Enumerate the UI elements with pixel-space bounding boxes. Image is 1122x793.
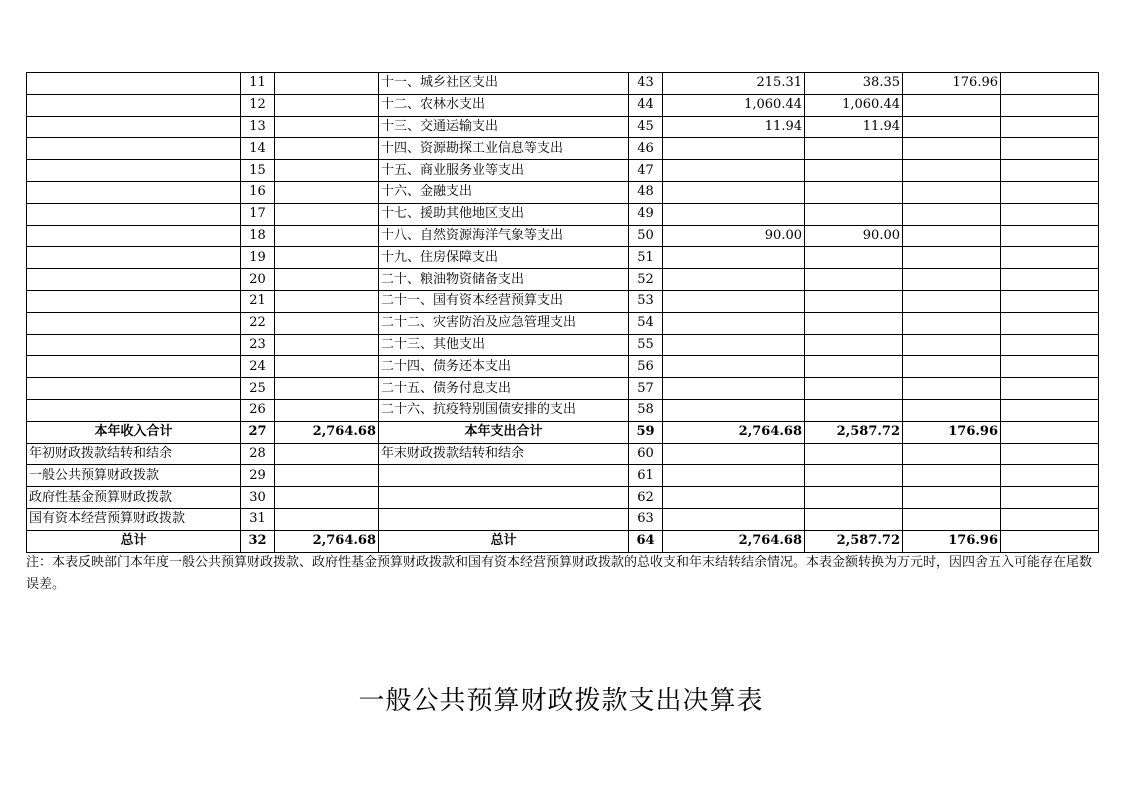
extra-column-cell [1001, 399, 1099, 421]
expenditure-item-cell: 二十二、灾害防治及应急管理支出 [379, 312, 629, 334]
expenditure-line-number-cell: 43 [629, 73, 663, 95]
expenditure-total-cell: 1,060.44 [663, 94, 805, 116]
expenditure-item-cell: 十八、自然资源海洋气象等支出 [379, 225, 629, 247]
extra-column-cell [1001, 225, 1099, 247]
project-expenditure-cell [903, 181, 1001, 203]
expenditure-item-cell: 年末财政拨款结转和结余 [379, 443, 629, 465]
income-amount-cell: 2,764.68 [275, 530, 379, 552]
expenditure-total-cell [663, 399, 805, 421]
expenditure-total-cell [663, 508, 805, 530]
table-row [27, 203, 1099, 225]
income-item-cell: 年初财政拨款结转和结余 [27, 443, 241, 465]
project-expenditure-cell [903, 247, 1001, 269]
extra-column-cell [1001, 465, 1099, 487]
basic-expenditure-cell [805, 138, 903, 160]
income-line-number-cell: 15 [241, 160, 275, 182]
expenditure-item-cell [379, 508, 629, 530]
expenditure-line-number-cell: 47 [629, 160, 663, 182]
expenditure-item-cell: 十三、交通运输支出 [379, 116, 629, 138]
expenditure-line-number-cell: 45 [629, 116, 663, 138]
project-expenditure-cell [903, 508, 1001, 530]
basic-expenditure-cell [805, 356, 903, 378]
expenditure-line-number-cell: 52 [629, 269, 663, 291]
basic-expenditure-cell [805, 399, 903, 421]
project-expenditure-cell [903, 203, 1001, 225]
project-expenditure-cell: 176.96 [903, 73, 1001, 95]
expenditure-line-number-cell: 55 [629, 334, 663, 356]
income-line-number-cell: 19 [241, 247, 275, 269]
extra-column-cell [1001, 94, 1099, 116]
expenditure-line-number-cell: 46 [629, 138, 663, 160]
table-row [27, 312, 1099, 334]
table-row [27, 399, 1099, 421]
income-amount-cell [275, 247, 379, 269]
basic-expenditure-cell [805, 181, 903, 203]
basic-expenditure-cell [805, 247, 903, 269]
expenditure-line-number-cell: 49 [629, 203, 663, 225]
basic-expenditure-cell [805, 465, 903, 487]
expenditure-total-cell [663, 487, 805, 509]
income-amount-cell [275, 225, 379, 247]
expenditure-total-cell [663, 181, 805, 203]
expenditure-line-number-cell: 63 [629, 508, 663, 530]
income-item-cell [27, 138, 241, 160]
table-row [27, 94, 1099, 116]
project-expenditure-cell [903, 290, 1001, 312]
income-line-number-cell: 13 [241, 116, 275, 138]
expenditure-total-cell [663, 312, 805, 334]
table-row [27, 73, 1099, 95]
income-amount-cell [275, 334, 379, 356]
income-item-cell [27, 290, 241, 312]
project-expenditure-cell [903, 356, 1001, 378]
income-amount-cell [275, 203, 379, 225]
extra-column-cell [1001, 138, 1099, 160]
extra-column-cell [1001, 181, 1099, 203]
table-body [27, 73, 1099, 553]
income-amount-cell [275, 356, 379, 378]
project-expenditure-cell [903, 465, 1001, 487]
income-amount-cell [275, 378, 379, 400]
project-expenditure-cell [903, 94, 1001, 116]
extra-column-cell [1001, 269, 1099, 291]
income-amount-cell: 2,764.68 [275, 421, 379, 443]
expenditure-item-cell: 二十六、抗疫特别国债安排的支出 [379, 399, 629, 421]
income-amount-cell [275, 94, 379, 116]
table-row [27, 421, 1099, 443]
income-item-cell: 总计 [27, 530, 241, 552]
income-item-cell [27, 247, 241, 269]
next-section-title: 一般公共预算财政拨款支出决算表 [358, 686, 764, 716]
expenditure-line-number-cell: 59 [629, 421, 663, 443]
income-item-cell: 政府性基金预算财政拨款 [27, 487, 241, 509]
expenditure-item-cell: 十二、农林水支出 [379, 94, 629, 116]
table-row [27, 181, 1099, 203]
income-amount-cell [275, 160, 379, 182]
expenditure-total-cell [663, 290, 805, 312]
expenditure-line-number-cell: 58 [629, 399, 663, 421]
table-row [27, 334, 1099, 356]
income-line-number-cell: 17 [241, 203, 275, 225]
income-line-number-cell: 20 [241, 269, 275, 291]
expenditure-total-cell [663, 160, 805, 182]
expenditure-total-cell [663, 465, 805, 487]
table-footnote: 注：本表反映部门本年度一般公共预算财政拨款、政府性基金预算财政拨款和国有资本经营预算财政拨款的总收支和年末结转结余情况。本表金额转换为万元时，因四舍五入可能存在尾数误差。 [26, 555, 1093, 592]
table-row [27, 269, 1099, 291]
expenditure-line-number-cell: 57 [629, 378, 663, 400]
project-expenditure-cell [903, 334, 1001, 356]
project-expenditure-cell [903, 443, 1001, 465]
income-item-cell [27, 334, 241, 356]
income-item-cell: 国有资本经营预算财政拨款 [27, 508, 241, 530]
table-row [27, 290, 1099, 312]
income-amount-cell [275, 465, 379, 487]
income-amount-cell [275, 312, 379, 334]
table-row [27, 160, 1099, 182]
income-item-cell [27, 378, 241, 400]
expenditure-item-cell: 二十五、债务付息支出 [379, 378, 629, 400]
expenditure-total-cell [663, 334, 805, 356]
project-expenditure-cell [903, 487, 1001, 509]
extra-column-cell [1001, 378, 1099, 400]
expenditure-line-number-cell: 56 [629, 356, 663, 378]
expenditure-line-number-cell: 51 [629, 247, 663, 269]
income-line-number-cell: 32 [241, 530, 275, 552]
expenditure-line-number-cell: 53 [629, 290, 663, 312]
expenditure-item-cell: 总计 [379, 530, 629, 552]
income-line-number-cell: 31 [241, 508, 275, 530]
expenditure-line-number-cell: 50 [629, 225, 663, 247]
income-item-cell: 本年收入合计 [27, 421, 241, 443]
expenditure-line-number-cell: 61 [629, 465, 663, 487]
income-line-number-cell: 28 [241, 443, 275, 465]
extra-column-cell [1001, 160, 1099, 182]
income-amount-cell [275, 508, 379, 530]
expenditure-total-cell: 2,764.68 [663, 421, 805, 443]
income-item-cell: 一般公共预算财政拨款 [27, 465, 241, 487]
expenditure-line-number-cell: 64 [629, 530, 663, 552]
income-item-cell [27, 160, 241, 182]
expenditure-item-cell: 十九、住房保障支出 [379, 247, 629, 269]
income-item-cell [27, 312, 241, 334]
extra-column-cell [1001, 530, 1099, 552]
expenditure-line-number-cell: 44 [629, 94, 663, 116]
project-expenditure-cell [903, 269, 1001, 291]
income-amount-cell [275, 399, 379, 421]
basic-expenditure-cell [805, 160, 903, 182]
table-row [27, 530, 1099, 552]
expenditure-total-cell [663, 378, 805, 400]
basic-expenditure-cell [805, 290, 903, 312]
extra-column-cell [1001, 508, 1099, 530]
income-item-cell [27, 269, 241, 291]
income-item-cell [27, 73, 241, 95]
expenditure-total-cell [663, 138, 805, 160]
income-amount-cell [275, 138, 379, 160]
extra-column-cell [1001, 487, 1099, 509]
expenditure-item-cell: 十七、援助其他地区支出 [379, 203, 629, 225]
income-amount-cell [275, 73, 379, 95]
expenditure-item-cell: 十四、资源勘探工业信息等支出 [379, 138, 629, 160]
project-expenditure-cell [903, 378, 1001, 400]
table-row [27, 138, 1099, 160]
income-amount-cell [275, 290, 379, 312]
income-line-number-cell: 16 [241, 181, 275, 203]
basic-expenditure-cell [805, 269, 903, 291]
income-item-cell [27, 399, 241, 421]
table-row [27, 487, 1099, 509]
extra-column-cell [1001, 203, 1099, 225]
basic-expenditure-cell: 90.00 [805, 225, 903, 247]
table-row [27, 378, 1099, 400]
table-row [27, 247, 1099, 269]
expenditure-item-cell: 二十、粮油物资储备支出 [379, 269, 629, 291]
income-item-cell [27, 181, 241, 203]
income-line-number-cell: 14 [241, 138, 275, 160]
expenditure-item-cell: 十五、商业服务业等支出 [379, 160, 629, 182]
income-line-number-cell: 21 [241, 290, 275, 312]
income-item-cell [27, 356, 241, 378]
income-line-number-cell: 23 [241, 334, 275, 356]
basic-expenditure-cell [805, 443, 903, 465]
extra-column-cell [1001, 334, 1099, 356]
basic-expenditure-cell [805, 378, 903, 400]
income-line-number-cell: 27 [241, 421, 275, 443]
expenditure-line-number-cell: 60 [629, 443, 663, 465]
expenditure-total-cell [663, 247, 805, 269]
expenditure-item-cell [379, 487, 629, 509]
income-line-number-cell: 30 [241, 487, 275, 509]
table-row [27, 356, 1099, 378]
income-amount-cell [275, 443, 379, 465]
expenditure-total-cell: 11.94 [663, 116, 805, 138]
expenditure-item-cell: 二十四、债务还本支出 [379, 356, 629, 378]
project-expenditure-cell [903, 225, 1001, 247]
extra-column-cell [1001, 247, 1099, 269]
basic-expenditure-cell: 11.94 [805, 116, 903, 138]
income-amount-cell [275, 269, 379, 291]
income-line-number-cell: 25 [241, 378, 275, 400]
expenditure-item-cell: 本年支出合计 [379, 421, 629, 443]
expenditure-item-cell [379, 465, 629, 487]
income-line-number-cell: 22 [241, 312, 275, 334]
expenditure-total-cell: 2,764.68 [663, 530, 805, 552]
table-row [27, 508, 1099, 530]
table-row [27, 225, 1099, 247]
basic-expenditure-cell: 2,587.72 [805, 421, 903, 443]
basic-expenditure-cell [805, 203, 903, 225]
extra-column-cell [1001, 356, 1099, 378]
expenditure-total-cell [663, 443, 805, 465]
expenditure-total-cell [663, 356, 805, 378]
expenditure-total-cell [663, 269, 805, 291]
income-line-number-cell: 29 [241, 465, 275, 487]
project-expenditure-cell [903, 138, 1001, 160]
basic-expenditure-cell [805, 487, 903, 509]
project-expenditure-cell: 176.96 [903, 530, 1001, 552]
project-expenditure-cell [903, 399, 1001, 421]
extra-column-cell [1001, 116, 1099, 138]
income-line-number-cell: 24 [241, 356, 275, 378]
income-amount-cell [275, 116, 379, 138]
financial-table-wrapper [26, 72, 1099, 553]
table-row [27, 443, 1099, 465]
income-item-cell [27, 116, 241, 138]
income-line-number-cell: 18 [241, 225, 275, 247]
extra-column-cell [1001, 73, 1099, 95]
project-expenditure-cell: 176.96 [903, 421, 1001, 443]
extra-column-cell [1001, 290, 1099, 312]
table-row [27, 465, 1099, 487]
expenditure-item-cell: 十一、城乡社区支出 [379, 73, 629, 95]
expenditure-item-cell: 二十三、其他支出 [379, 334, 629, 356]
basic-expenditure-cell [805, 508, 903, 530]
extra-column-cell [1001, 443, 1099, 465]
income-amount-cell [275, 487, 379, 509]
table-row [27, 116, 1099, 138]
expenditure-total-cell [663, 203, 805, 225]
basic-expenditure-cell [805, 334, 903, 356]
project-expenditure-cell [903, 160, 1001, 182]
basic-expenditure-cell [805, 312, 903, 334]
income-amount-cell [275, 181, 379, 203]
income-item-cell [27, 225, 241, 247]
expenditure-line-number-cell: 54 [629, 312, 663, 334]
extra-column-cell [1001, 421, 1099, 443]
income-line-number-cell: 11 [241, 73, 275, 95]
expenditure-line-number-cell: 48 [629, 181, 663, 203]
basic-expenditure-cell: 2,587.72 [805, 530, 903, 552]
project-expenditure-cell [903, 312, 1001, 334]
basic-expenditure-cell: 1,060.44 [805, 94, 903, 116]
expenditure-total-cell: 90.00 [663, 225, 805, 247]
project-expenditure-cell [903, 116, 1001, 138]
appropriation-summary-table [26, 72, 1099, 553]
expenditure-item-cell: 十六、金融支出 [379, 181, 629, 203]
income-line-number-cell: 12 [241, 94, 275, 116]
expenditure-line-number-cell: 62 [629, 487, 663, 509]
income-item-cell [27, 203, 241, 225]
income-line-number-cell: 26 [241, 399, 275, 421]
income-item-cell [27, 94, 241, 116]
expenditure-item-cell: 二十一、国有资本经营预算支出 [379, 290, 629, 312]
expenditure-total-cell: 215.31 [663, 73, 805, 95]
basic-expenditure-cell: 38.35 [805, 73, 903, 95]
extra-column-cell [1001, 312, 1099, 334]
